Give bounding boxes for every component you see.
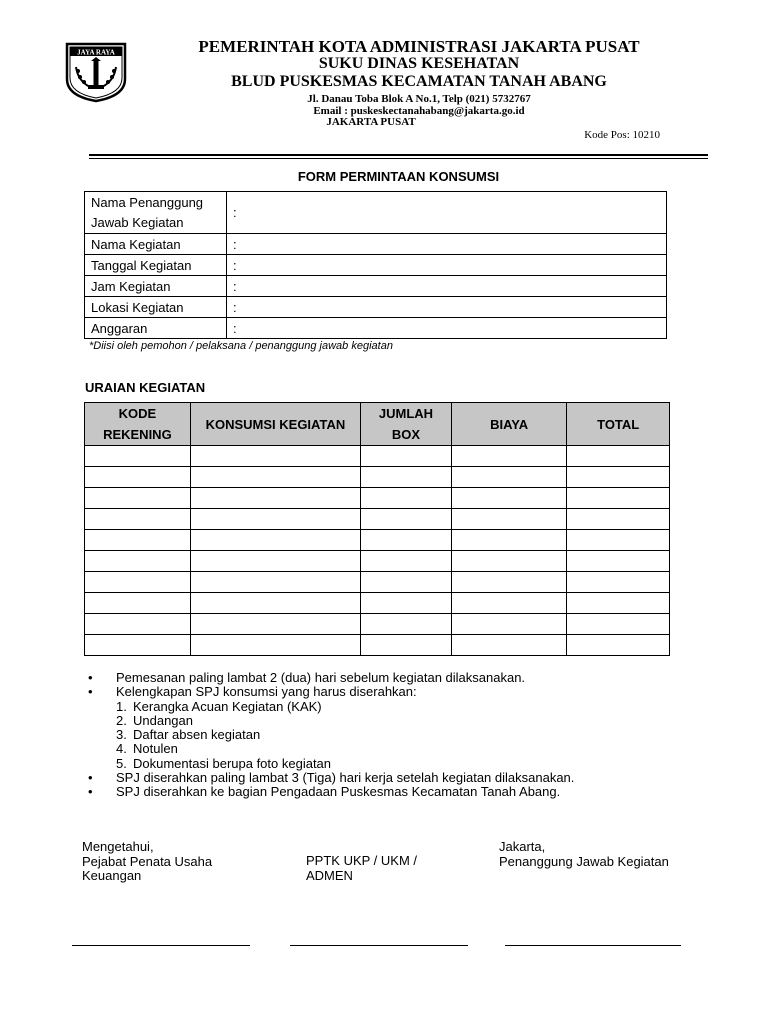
header-city: JAKARTA PUSAT [326, 116, 416, 128]
signature-right: Jakarta, Penanggung Jawab Kegiatan [499, 839, 669, 869]
info-footnote: *Diisi oleh pemohon / pelaksana / penanggung jawab kegiatan [89, 340, 393, 352]
signature-middle: PPTK UKP / UKM / ADMEN [306, 853, 418, 883]
info-table [84, 191, 667, 339]
info-row-tanggal [85, 255, 667, 276]
table-cell[interactable] [451, 446, 567, 467]
header-line-3: BLUD PUSKESMAS KECAMATAN TANAH ABANG [231, 73, 607, 90]
col-kode-rekening: KODE REKENING [85, 403, 191, 446]
signature-left: Mengetahui, Pejabat Penata Usaha Keuangan [82, 839, 213, 883]
table-cell[interactable] [190, 593, 360, 614]
table-cell[interactable] [85, 635, 191, 656]
table-cell[interactable] [85, 509, 191, 530]
info-label: Tanggal Kegiatan [85, 255, 227, 276]
signature-line-right [505, 945, 681, 946]
header-address: Jl. Danau Toba Blok A No.1, Telp (021) 5732767 [307, 93, 531, 105]
table-cell[interactable] [451, 551, 567, 572]
table-cell[interactable] [85, 530, 191, 551]
info-value-field[interactable]: : [227, 255, 667, 276]
header-line-1: PEMERINTAH KOTA ADMINISTRASI JAKARTA PUSAT [198, 37, 640, 56]
table-row [85, 509, 670, 530]
table-row [85, 530, 670, 551]
form-title: FORM PERMINTAAN KONSUMSI [297, 169, 500, 184]
table-cell[interactable] [451, 572, 567, 593]
list-item: • Pemesanan paling lambat 2 (dua) hari sebelum kegiatan dilaksanakan. [88, 670, 526, 685]
table-cell[interactable] [85, 551, 191, 572]
table-cell[interactable] [361, 593, 452, 614]
table-cell[interactable] [567, 614, 670, 635]
table-cell[interactable] [190, 551, 360, 572]
table-row [85, 614, 670, 635]
header-email: Email : puskeskectanahabang@jakarta.go.id [313, 105, 525, 117]
list-item: 4. Notulen [116, 741, 178, 757]
header-divider-thin [89, 158, 708, 159]
table-cell[interactable] [451, 467, 567, 488]
notes-list [88, 671, 574, 800]
table-cell[interactable] [190, 530, 360, 551]
table-cell[interactable] [451, 593, 567, 614]
table-cell[interactable] [361, 530, 452, 551]
table-row [85, 551, 670, 572]
table-row [85, 446, 670, 467]
table-row [85, 488, 670, 509]
table-row [85, 593, 670, 614]
table-cell[interactable] [190, 572, 360, 593]
info-value-field[interactable]: : [227, 297, 667, 318]
info-label: Nama Kegiatan [85, 234, 227, 255]
table-cell[interactable] [85, 572, 191, 593]
table-cell[interactable] [567, 551, 670, 572]
info-label: Jam Kegiatan [85, 276, 227, 297]
table-cell[interactable] [361, 446, 452, 467]
table-cell[interactable] [567, 446, 670, 467]
info-label: Anggaran [85, 318, 227, 339]
uraian-table [84, 402, 670, 656]
kode-pos: Kode Pos: 10210 [584, 129, 660, 141]
table-cell[interactable] [85, 593, 191, 614]
col-total: TOTAL [567, 403, 670, 446]
table-cell[interactable] [361, 488, 452, 509]
info-row-anggaran [85, 318, 667, 339]
table-header-row [85, 403, 670, 446]
table-cell[interactable] [451, 614, 567, 635]
table-cell[interactable] [567, 572, 670, 593]
table-cell[interactable] [567, 593, 670, 614]
info-row-nama-kegiatan [85, 234, 667, 255]
table-cell[interactable] [567, 509, 670, 530]
table-cell[interactable] [85, 614, 191, 635]
signature-line-middle [290, 945, 468, 946]
table-cell[interactable] [190, 635, 360, 656]
header-line-2: SUKU DINAS KESEHATAN [318, 55, 520, 72]
table-cell[interactable] [361, 467, 452, 488]
info-value-field[interactable]: : [227, 234, 667, 255]
table-cell[interactable] [361, 614, 452, 635]
table-cell[interactable] [361, 572, 452, 593]
table-cell[interactable] [451, 509, 567, 530]
info-row-penanggung [85, 192, 667, 234]
col-jumlah-box: JUMLAH BOX [361, 403, 452, 446]
table-cell[interactable] [85, 446, 191, 467]
list-item: • SPJ diserahkan ke bagian Pengadaan Puskesmas Kecamatan Tanah Abang. [88, 784, 561, 800]
table-cell[interactable] [190, 467, 360, 488]
table-cell[interactable] [85, 467, 191, 488]
table-cell[interactable] [451, 635, 567, 656]
table-cell[interactable] [567, 488, 670, 509]
section-title-uraian: URAIAN KEGIATAN [85, 380, 206, 395]
table-cell[interactable] [567, 530, 670, 551]
table-cell[interactable] [190, 446, 360, 467]
info-label: Lokasi Kegiatan [85, 297, 227, 318]
info-value-field[interactable]: : [227, 276, 667, 297]
table-cell[interactable] [361, 509, 452, 530]
info-value-field[interactable]: : [227, 192, 667, 234]
table-cell[interactable] [85, 488, 191, 509]
table-cell[interactable] [451, 488, 567, 509]
col-konsumsi-kegiatan: KONSUMSI KEGIATAN [190, 403, 360, 446]
table-cell[interactable] [567, 467, 670, 488]
header-divider [89, 154, 708, 156]
info-label: Nama Penanggung Jawab Kegiatan [85, 192, 227, 234]
list-item: • Kelengkapan SPJ konsumsi yang harus diserahkan: [88, 684, 417, 700]
info-value-field[interactable]: : [227, 318, 667, 339]
table-cell[interactable] [190, 614, 360, 635]
list-item: 3. Daftar absen kegiatan [116, 727, 261, 743]
table-cell[interactable] [567, 635, 670, 656]
list-item: 2. Undangan [116, 712, 193, 728]
list-item: • SPJ diserahkan paling lambat 3 (Tiga) hari kerja setelah kegiatan dilaksanakan. [88, 770, 575, 786]
table-cell[interactable] [451, 530, 567, 551]
list-item: 5. Dokumentasi berupa foto kegiatan [116, 755, 332, 771]
table-row [85, 467, 670, 488]
table-row [85, 635, 670, 656]
logo-text: JAYA RAYA [77, 48, 115, 57]
list-item: 1. Kerangka Acuan Kegiatan (KAK) [116, 698, 322, 714]
info-row-jam [85, 276, 667, 297]
table-cell[interactable] [361, 635, 452, 656]
col-biaya: BIAYA [451, 403, 567, 446]
signature-line-left [72, 945, 250, 946]
info-row-lokasi [85, 297, 667, 318]
table-cell[interactable] [190, 488, 360, 509]
table-cell[interactable] [361, 551, 452, 572]
table-cell[interactable] [190, 509, 360, 530]
table-row [85, 572, 670, 593]
